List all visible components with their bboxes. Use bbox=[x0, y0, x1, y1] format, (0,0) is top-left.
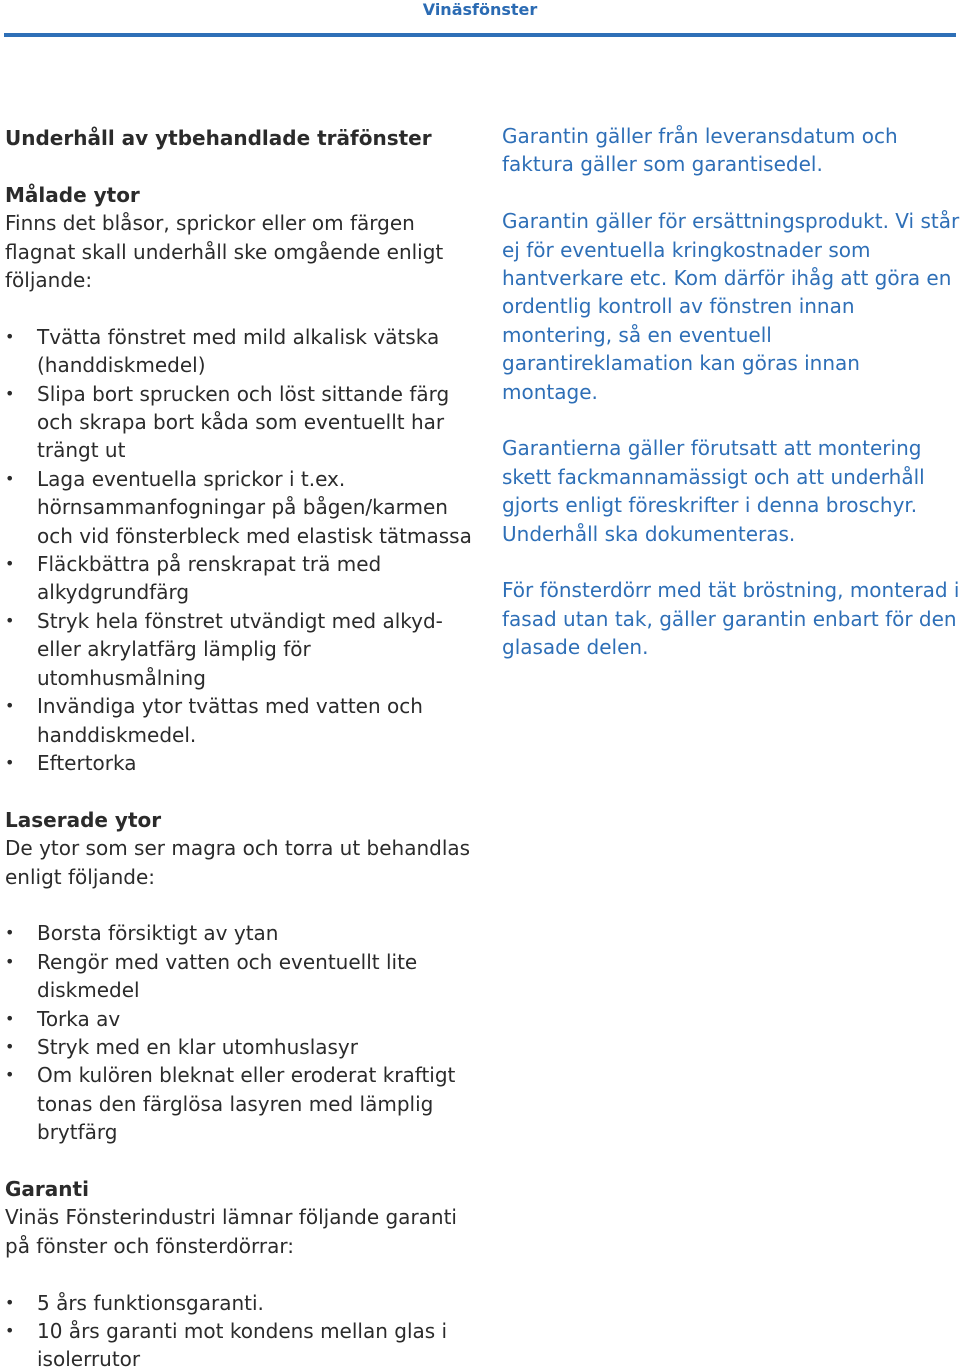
painted-surfaces-heading: Målade ytor bbox=[5, 182, 140, 207]
glazed-surfaces-list bbox=[5, 919, 475, 1146]
list-item: • Eftertorka bbox=[5, 749, 475, 777]
page-header-title: Vinäsfönster bbox=[422, 0, 538, 19]
list-item: • Torka av bbox=[5, 1005, 475, 1033]
main-heading: Underhåll av ytbehandlade träfönster bbox=[5, 126, 432, 150]
list-item: • Invändiga ytor tvättas med vatten och handdiskmedel. bbox=[5, 692, 475, 749]
warranty-list bbox=[5, 1289, 475, 1372]
warranty-heading: Garanti bbox=[5, 1176, 89, 1201]
left-column bbox=[5, 124, 475, 1372]
right-column bbox=[502, 122, 960, 662]
list-item: • Fläckbättra på renskrapat trä med alkydgrundfärg bbox=[5, 550, 475, 607]
list-item: • 5 års funktionsgaranti. bbox=[5, 1289, 475, 1317]
header-divider bbox=[4, 33, 956, 37]
patio-door-paragraph: För fönsterdörr med tät bröstning, monterad i fasad utan tak, gäller garantin enbart för den glasade delen. bbox=[502, 578, 960, 660]
warranty-conditions-paragraph: Garantierna gäller förutsatt att montering skett fackmannamässigt och att underhåll gjorts enligt föreskrifter i denna broschyr. Underhåll ska dokumenteras. bbox=[502, 436, 925, 546]
list-item: • Stryk med en klar utomhuslasyr bbox=[5, 1033, 475, 1061]
painted-surfaces-list bbox=[5, 323, 475, 778]
glazed-surfaces-heading: Laserade ytor bbox=[5, 807, 162, 832]
list-item: • Om kulören bleknat eller eroderat kraftigt tonas den färglösa lasyren med lämplig brytfärg bbox=[5, 1061, 475, 1146]
list-item: • Slipa bort sprucken och löst sittande färg och skrapa bort kåda som eventuellt har trängt ut bbox=[5, 380, 475, 465]
warranty-start-paragraph: Garantin gäller från leveransdatum och faktura gäller som garantisedel. bbox=[502, 124, 898, 177]
list-item: • 10 års garanti mot kondens mellan glas i isolerrutor bbox=[5, 1317, 475, 1372]
glazed-surfaces-intro: De ytor som ser magra och torra ut behandlas enligt följande: bbox=[5, 836, 471, 889]
page-header bbox=[0, 0, 960, 36]
warranty-intro: Vinäs Fönsterindustri lämnar följande garanti på fönster och fönsterdörrar: bbox=[5, 1205, 457, 1258]
replacement-product-paragraph: Garantin gäller för ersättningsprodukt. Vi står ej för eventuella kringkostnader som hantverkare etc. Kom därför ihåg att göra en ordentlig kontroll av fönstren innan montering, så en eventuell garantireklamation kan göras innan montage. bbox=[502, 209, 960, 404]
list-item: • Rengör med vatten och eventuellt lite diskmedel bbox=[5, 948, 475, 1005]
list-item: • Tvätta fönstret med mild alkalisk vätska (handdiskmedel) bbox=[5, 323, 475, 380]
list-item: • Borsta försiktigt av ytan bbox=[5, 919, 475, 947]
list-item: • Laga eventuella sprickor i t.ex. hörnsammanfogningar på bågen/karmen och vid fönsterbleck med elastisk tätmassa bbox=[5, 465, 475, 550]
list-item: • Stryk hela fönstret utvändigt med alkyd- eller akrylatfärg lämplig för utomhusmålning bbox=[5, 607, 475, 692]
painted-surfaces-intro: Finns det blåsor, sprickor eller om färgen flagnat skall underhåll ske omgående enligt följande: bbox=[5, 211, 444, 293]
